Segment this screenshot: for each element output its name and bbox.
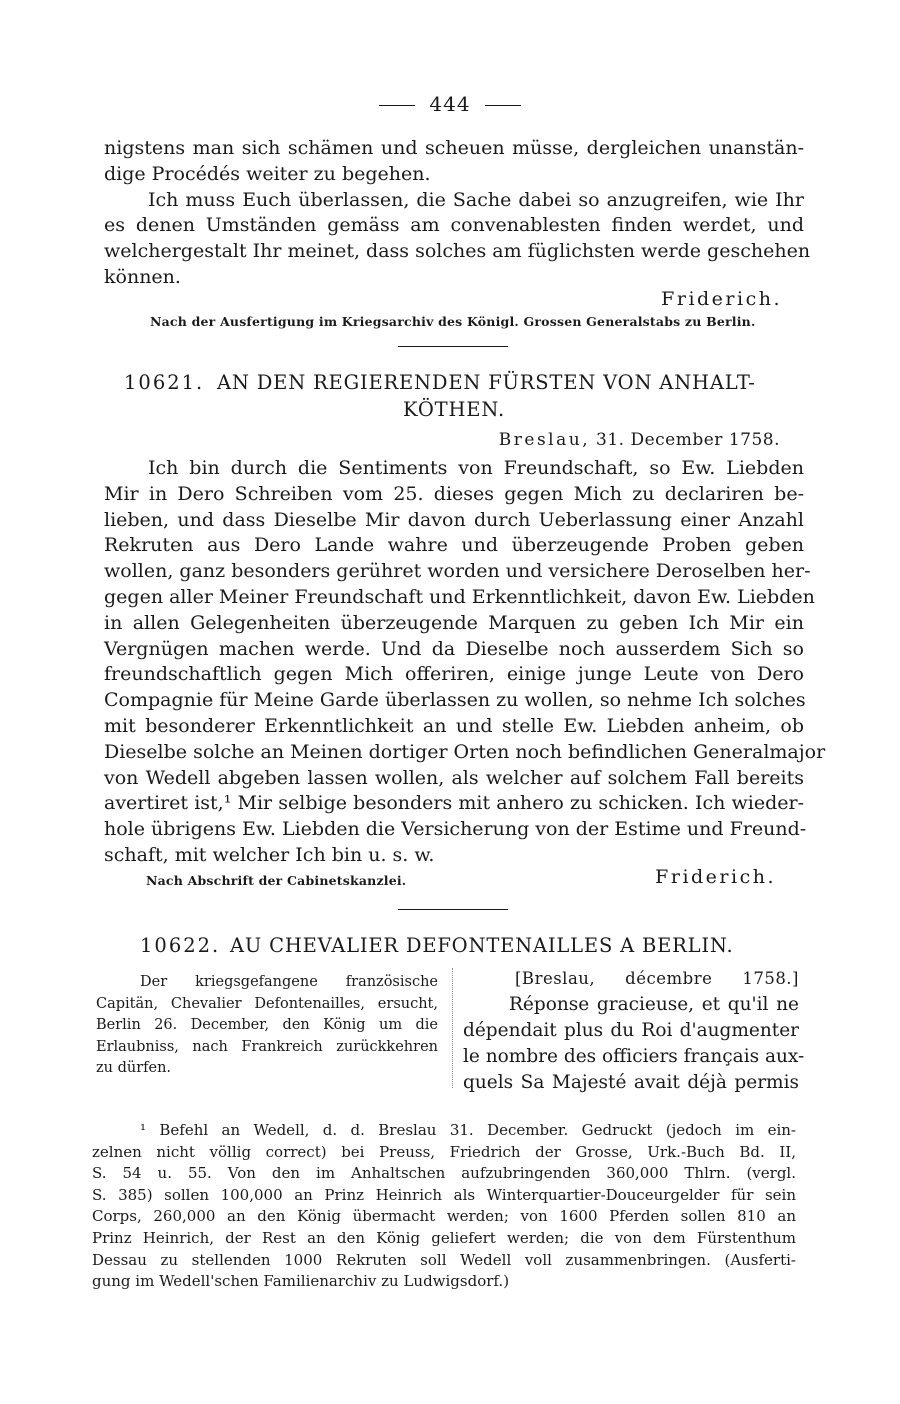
- header-dash-right: [485, 105, 521, 106]
- source-note: Nach der Ausfertigung im Kriegsarchiv des Königl. Grossen Generalstabs zu Berlin.: [150, 314, 756, 329]
- text-line: Vergnügen machen werde. Und da Dieselbe noch ausserdem Sich so: [104, 637, 804, 660]
- letter-title-line-2: KÖTHEN.: [403, 398, 505, 421]
- text-line: nigstens man sich schämen und scheuen müsse, dergleichen unanstän-: [104, 137, 804, 159]
- text-line: schaft, mit welcher Ich bin u. s. w.: [104, 843, 435, 866]
- signature: Friderich.: [661, 288, 782, 310]
- letter-body-fr: [463, 966, 805, 1096]
- letter-number: 10622.: [140, 934, 221, 957]
- page-number: 444: [429, 92, 471, 116]
- text-line: hole übrigens Ew. Liebden die Versicherung von der Estime und Freund-: [104, 818, 807, 841]
- letter-title-line-1: AN DEN REGIERENDEN FÜRSTEN VON ANHALT-: [217, 371, 756, 394]
- footnote-line: ¹ Befehl an Wedell, d. d. Breslau 31. December. Gedruckt (jedoch im ein-: [140, 1121, 796, 1139]
- text-line: Compagnie für Meine Garde überlassen zu wollen, so nehme Ich solches: [104, 689, 806, 712]
- text-line: wollen, ganz besonders gerühret worden und versichere Deroselben her-: [104, 560, 811, 583]
- text-line: können.: [104, 265, 181, 288]
- footnote: [92, 1120, 796, 1293]
- text-line: Ich bin durch die Sentiments von Freundschaft, so Ew. Liebden: [148, 457, 804, 479]
- text-line: in allen Gelegenheiten überzeugende Marquen zu geben Ich Mir ein: [104, 611, 804, 634]
- dateline-place: Breslau,: [498, 430, 591, 450]
- text-line: lieben, und dass Dieselbe Mir davon durch Ueberlassung einer Anzahl: [104, 508, 804, 531]
- text-line: von Wedell abgeben lassen wollen, als welcher auf solchem Fall bereits: [104, 766, 804, 789]
- page-header: [0, 92, 900, 116]
- text-line: Capitän, Chevalier Defontenailles, ersucht,: [96, 995, 438, 1012]
- header-dash-left: [379, 105, 415, 106]
- text-line: quels Sa Majesté avait déjà permis: [463, 1072, 799, 1093]
- text-line: Réponse gracieuse, et qu'il ne: [509, 994, 799, 1015]
- footnote-line: zelnen nicht völlig correct) bei Preuss, Friedrich der Grosse, Urk.-Buch Bd. II,: [92, 1142, 796, 1161]
- text-line: Rekruten aus Dero Lande wahre und überzeugende Proben geben: [104, 534, 804, 557]
- letter-title: AU CHEVALIER DEFONTENAILLES A BERLIN.: [230, 934, 734, 957]
- section-rule: [398, 909, 508, 910]
- text-line: gegen aller Meiner Freundschaft und Erkenntlichkeit, davon Ew. Liebden: [104, 585, 815, 608]
- text-line: zu dürfen.: [96, 1060, 172, 1076]
- footnote-line: Prinz Heinrich, der Rest an den König geliefert werden; die von dem Fürstenthum: [92, 1228, 796, 1247]
- footnote-line: Dessau zu stellenden 1000 Rekruten soll Wedell voll zusammenbringen. (Ausferti-: [92, 1250, 796, 1269]
- dateline: [Breslau, décembre 1758.]: [515, 969, 799, 988]
- footnote-line: S. 385) sollen 100,000 an Prinz Heinrich als Winterquartier-Douceurgelder für sein: [92, 1185, 796, 1204]
- signature: Friderich.: [655, 866, 776, 888]
- text-line: Erlaubniss, nach Frankreich zurückkehren: [96, 1038, 438, 1055]
- text-line: avertiret ist,¹ Mir selbige besonders mit anhero zu schicken. Ich wieder-: [104, 792, 804, 815]
- text-line: Dieselbe solche an Meinen dortiger Orten noch befindlichen Generalmajor: [104, 740, 826, 763]
- text-line: dige Procédés weiter zu begehen.: [104, 162, 431, 185]
- text-line: Mir in Dero Schreiben vom 25. dieses gegen Mich zu declariren be-: [104, 482, 804, 505]
- dateline: [499, 430, 780, 450]
- text-line: Der kriegsgefangene französische: [140, 974, 438, 990]
- footnote-line: S. 54 u. 55. Von den im Anhaltschen aufzubringenden 360,000 Thlrn. (vergl.: [92, 1164, 796, 1183]
- footnote-line: Corps, 260,000 an den König übermacht werden; von 1600 Pferden sollen 810 an: [92, 1207, 796, 1226]
- dateline-date: 31. December 1758.: [596, 430, 780, 450]
- text-line: le nombre des officiers français aux-: [463, 1046, 805, 1067]
- text-line: Ich muss Euch überlassen, die Sache dabei so anzugreifen, wie Ihr: [148, 188, 804, 211]
- letter-summary: [96, 972, 438, 1080]
- text-line: es denen Umständen gemäss am convenablesten finden werdet, und: [104, 214, 804, 237]
- continuation-text: [104, 136, 811, 291]
- footnote-line: gung im Wedell'schen Familienarchiv zu Ludwigsdorf.): [92, 1272, 510, 1291]
- text-line: dépendait plus du Roi d'augmenter: [463, 1020, 799, 1041]
- letter-number: 10621.: [124, 371, 205, 394]
- section-rule: [398, 346, 508, 347]
- text-line: welchergestalt Ihr meinet, dass solches am füglichsten werde geschehen: [104, 240, 811, 263]
- source-note: Nach Abschrift der Cabinetskanzlei.: [146, 873, 407, 888]
- letter-body: [104, 456, 826, 869]
- text-line: Berlin 26. December, den König um die: [96, 1017, 438, 1033]
- column-divider: [452, 968, 453, 1088]
- text-line: mit besonderer Erkenntlichkeit an und stelle Ew. Liebden anheim, ob: [104, 714, 804, 737]
- text-line: freundschaftlich gegen Mich offeriren, einige junge Leute von Dero: [104, 663, 804, 686]
